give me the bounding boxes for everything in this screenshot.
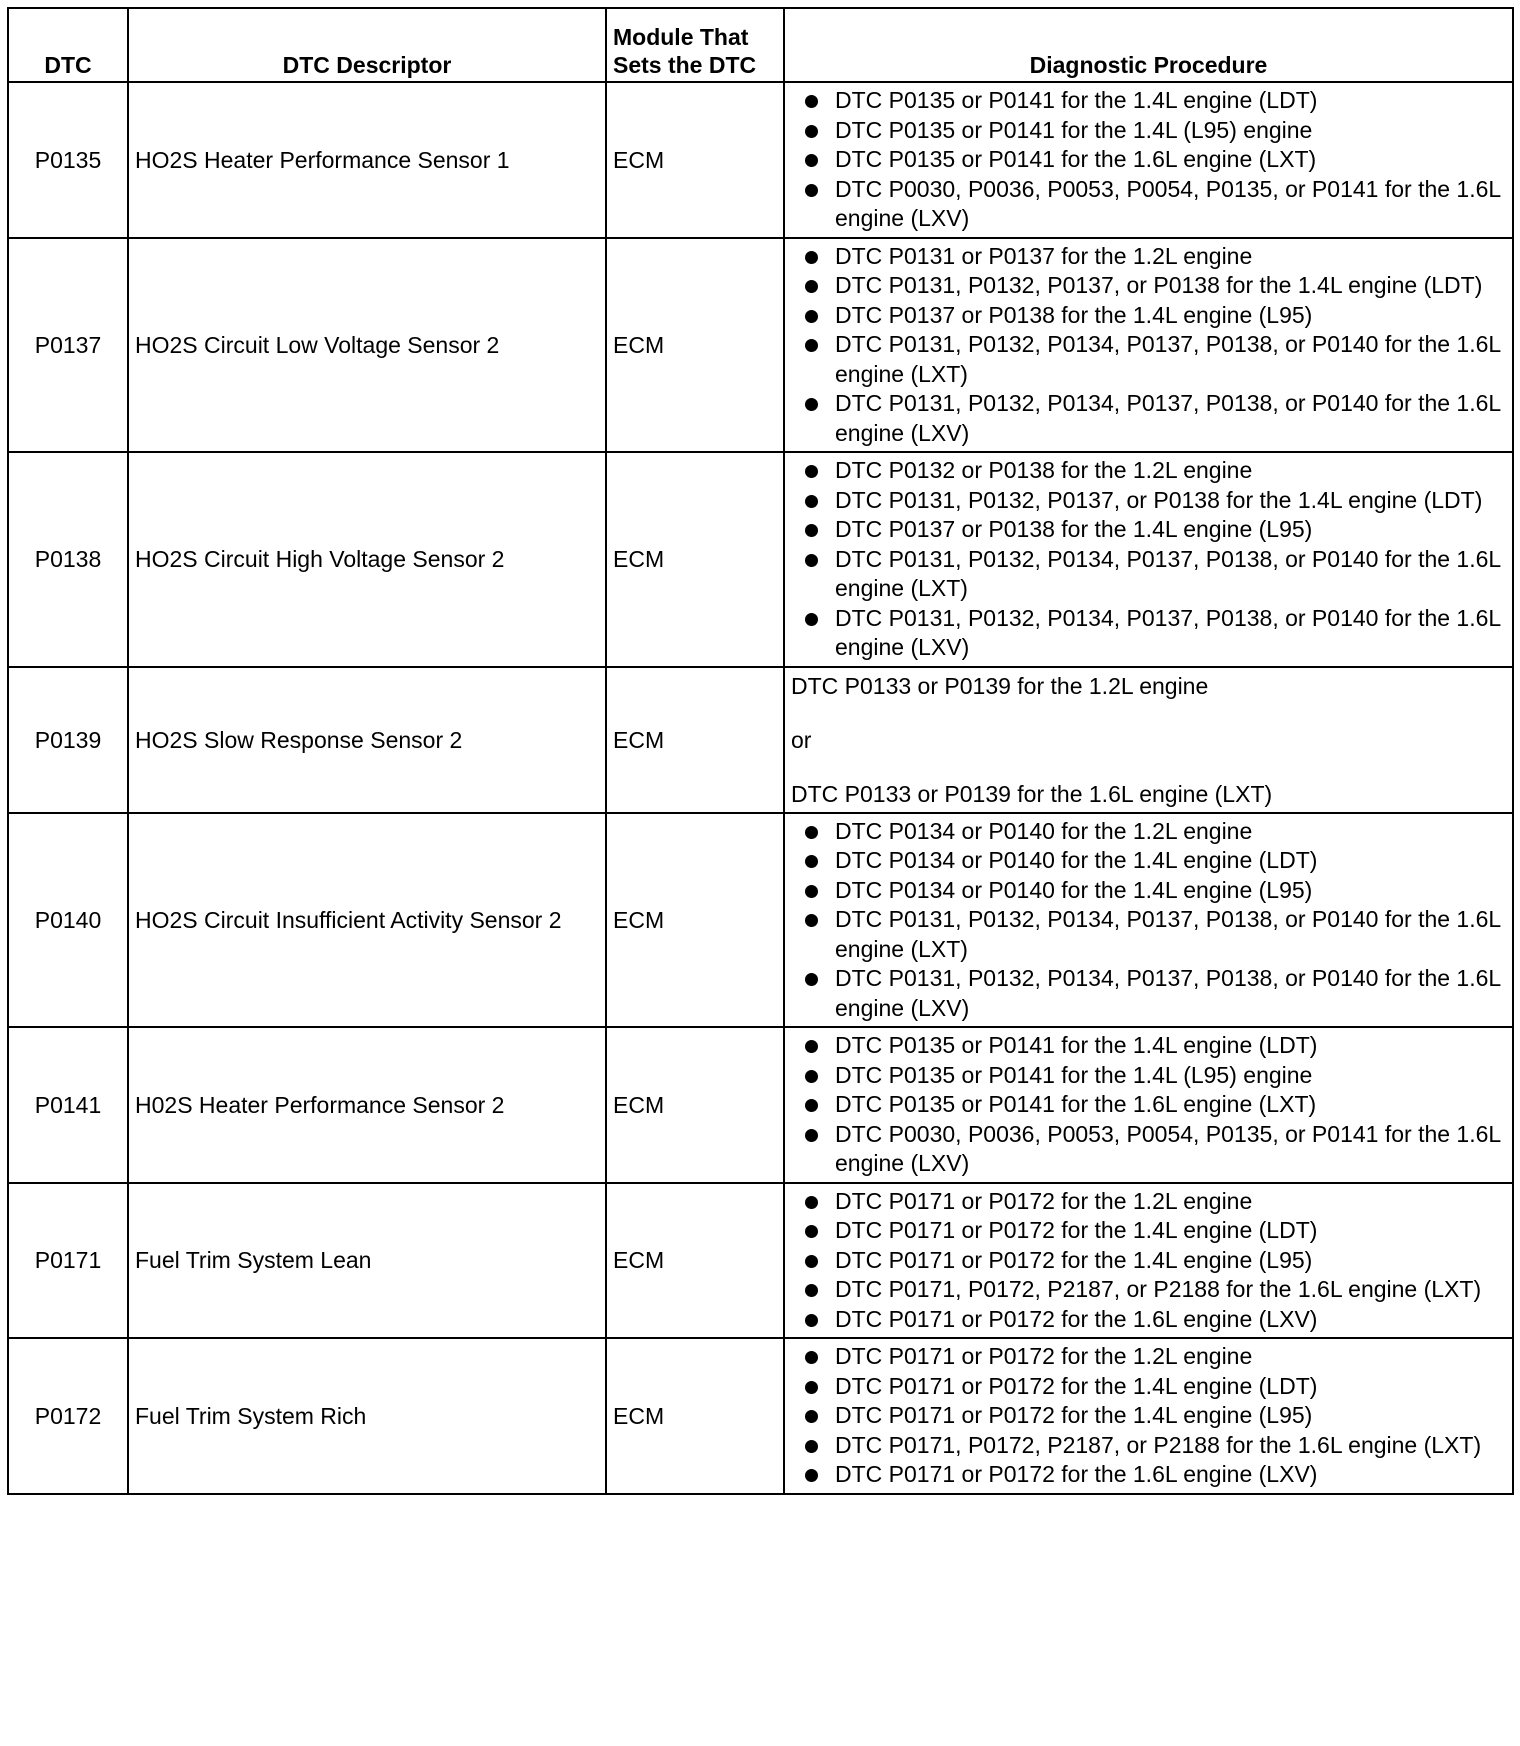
procedure-link[interactable]	[805, 1216, 1506, 1246]
procedure-text: DTC P0131 or P0137 for the 1.2L engine	[835, 242, 1253, 269]
header-procedure: Diagnostic Procedure	[784, 8, 1513, 82]
procedure-text: DTC P0131, P0132, P0134, P0137, P0138, or P0140 for the 1.6L engine (LXV)	[835, 390, 1501, 446]
bullet-icon	[805, 973, 818, 986]
bullet-icon	[805, 1284, 818, 1297]
bullet-icon	[805, 613, 818, 626]
bullet-icon	[805, 398, 818, 411]
procedure-link[interactable]	[805, 116, 1506, 146]
module-name: ECM	[606, 1338, 784, 1494]
bullet-icon	[805, 95, 818, 108]
table-row	[8, 452, 1513, 667]
procedure-text: DTC P0135 or P0141 for the 1.4L (L95) engine	[835, 116, 1313, 143]
dtc-descriptor: HO2S Circuit Low Voltage Sensor 2	[128, 238, 606, 453]
procedure-link[interactable]	[805, 1031, 1506, 1061]
procedure-link[interactable]	[805, 271, 1506, 301]
bullet-icon	[805, 1410, 818, 1423]
procedure-link[interactable]	[805, 242, 1506, 272]
bullet-icon	[805, 855, 818, 868]
procedure-link[interactable]	[805, 964, 1506, 1023]
module-name: ECM	[606, 1027, 784, 1183]
procedure-text: DTC P0171 or P0172 for the 1.6L engine (LXV)	[835, 1305, 1318, 1332]
dtc-code: P0135	[8, 82, 128, 238]
procedure-link[interactable]	[805, 545, 1506, 604]
procedure-connector: or	[791, 726, 812, 753]
bullet-icon	[805, 495, 818, 508]
bullet-icon	[805, 125, 818, 138]
header-module: Module That Sets the DTC	[606, 8, 784, 82]
procedure-text: DTC P0171 or P0172 for the 1.4L engine (L95)	[835, 1402, 1313, 1428]
procedure-text: DTC P0131, P0132, P0134, P0137, P0138, or P0140 for the 1.6L engine (LXT)	[835, 331, 1501, 387]
procedure-list	[805, 242, 1506, 449]
procedure-link[interactable]	[805, 905, 1506, 964]
procedure-text: DTC P0030, P0036, P0053, P0054, P0135, or P0141 for the 1.6L engine (LXV)	[835, 1120, 1501, 1176]
procedure-link[interactable]	[805, 1120, 1506, 1179]
dtc-descriptor: HO2S Slow Response Sensor 2	[128, 667, 606, 813]
diagnostic-procedure-cell	[784, 813, 1513, 1028]
procedure-link[interactable]	[805, 389, 1506, 448]
dtc-code: P0137	[8, 238, 128, 453]
header-row	[8, 8, 1513, 82]
header-dtc: DTC	[8, 8, 128, 82]
bullet-icon	[805, 1099, 818, 1112]
dtc-table	[7, 7, 1514, 1495]
procedure-link[interactable]	[805, 1401, 1506, 1431]
procedure-link[interactable]	[805, 330, 1506, 389]
procedure-link[interactable]	[805, 1275, 1506, 1305]
procedure-text: DTC P0137 or P0138 for the 1.4L engine (L95)	[835, 516, 1313, 542]
procedure-text: DTC P0171 or P0172 for the 1.4L engine (LDT)	[835, 1372, 1318, 1399]
procedure-link[interactable]	[805, 515, 1506, 545]
dtc-code: P0171	[8, 1183, 128, 1339]
dtc-code: P0141	[8, 1027, 128, 1183]
dtc-code: P0139	[8, 667, 128, 813]
procedure-text: DTC P0135 or P0141 for the 1.4L engine (LDT)	[835, 87, 1318, 113]
procedure-text: DTC P0171 or P0172 for the 1.4L engine (L95)	[835, 1246, 1313, 1273]
procedure-text: DTC P0132 or P0138 for the 1.2L engine	[835, 457, 1253, 483]
bullet-icon	[805, 554, 818, 567]
bullet-icon	[805, 1469, 818, 1482]
bullet-icon	[805, 914, 818, 927]
bullet-icon	[805, 339, 818, 352]
bullet-icon	[805, 1314, 818, 1327]
procedure-link[interactable]	[805, 1187, 1506, 1217]
dtc-code: P0140	[8, 813, 128, 1028]
procedure-link[interactable]	[805, 1460, 1506, 1490]
bullet-icon	[805, 184, 818, 197]
procedure-list	[805, 456, 1506, 663]
dtc-descriptor: HO2S Heater Performance Sensor 1	[128, 82, 606, 238]
module-name: ECM	[606, 238, 784, 453]
procedure-link[interactable]	[805, 1246, 1506, 1276]
table-body	[8, 82, 1513, 1494]
table-row	[8, 667, 1513, 813]
procedure-list	[805, 817, 1506, 1024]
diagnostic-procedure-cell	[784, 1027, 1513, 1183]
bullet-icon	[805, 1381, 818, 1394]
dtc-descriptor: HO2S Circuit High Voltage Sensor 2	[128, 452, 606, 667]
procedure-text: DTC P0131, P0132, P0137, or P0138 for the 1.4L engine (LDT)	[835, 272, 1483, 298]
plain-procedure	[791, 671, 1506, 809]
procedure-link[interactable]: DTC P0133 or P0139 for the 1.6L engine (LXT)	[791, 780, 1273, 807]
bullet-icon	[805, 280, 818, 293]
procedure-list	[805, 1187, 1506, 1335]
diagnostic-procedure-cell	[784, 82, 1513, 238]
bullet-icon	[805, 826, 818, 839]
bullet-icon	[805, 310, 818, 323]
procedure-text: DTC P0171 or P0172 for the 1.4L engine (LDT)	[835, 1217, 1318, 1243]
procedure-link[interactable]	[805, 486, 1506, 516]
procedure-link[interactable]	[805, 1342, 1506, 1372]
procedure-text: DTC P0171 or P0172 for the 1.2L engine	[835, 1343, 1253, 1369]
bullet-icon	[805, 1351, 818, 1364]
procedure-text: DTC P0135 or P0141 for the 1.6L engine (LXT)	[835, 1091, 1317, 1117]
dtc-code: P0172	[8, 1338, 128, 1494]
dtc-descriptor: HO2S Circuit Insufficient Activity Sensor 2	[128, 813, 606, 1028]
bullet-icon	[805, 1255, 818, 1268]
table-row	[8, 1338, 1513, 1494]
table-row	[8, 813, 1513, 1028]
procedure-text: DTC P0137 or P0138 for the 1.4L engine (L95)	[835, 301, 1313, 328]
procedure-text: DTC P0131, P0132, P0137, or P0138 for the 1.4L engine (LDT)	[835, 486, 1483, 513]
procedure-link[interactable]	[805, 1090, 1506, 1120]
dtc-descriptor: H02S Heater Performance Sensor 2	[128, 1027, 606, 1183]
module-name: ECM	[606, 813, 784, 1028]
table-row	[8, 82, 1513, 238]
diagnostic-procedure-cell	[784, 238, 1513, 453]
diagnostic-procedure-cell	[784, 1338, 1513, 1494]
bullet-icon	[805, 1440, 818, 1453]
procedure-link[interactable]	[805, 86, 1506, 116]
procedure-link[interactable]	[805, 175, 1506, 234]
procedure-link[interactable]	[805, 817, 1506, 847]
dtc-descriptor: Fuel Trim System Rich	[128, 1338, 606, 1494]
procedure-link[interactable]	[805, 1305, 1506, 1335]
bullet-icon	[805, 1040, 818, 1053]
procedure-text: DTC P0171, P0172, P2187, or P2188 for the 1.6L engine (LXT)	[835, 1276, 1482, 1302]
procedure-link[interactable]	[805, 604, 1506, 663]
procedure-text: DTC P0131, P0132, P0134, P0137, P0138, or P0140 for the 1.6L engine (LXV)	[835, 604, 1501, 660]
procedure-link[interactable]	[805, 145, 1506, 175]
procedure-link[interactable]	[805, 1431, 1506, 1461]
diagnostic-procedure-cell	[784, 667, 1513, 813]
procedure-text: DTC P0134 or P0140 for the 1.2L engine	[835, 817, 1253, 844]
procedure-text: DTC P0134 or P0140 for the 1.4L engine (L95)	[835, 876, 1313, 903]
table-row	[8, 238, 1513, 453]
dtc-descriptor: Fuel Trim System Lean	[128, 1183, 606, 1339]
bullet-icon	[805, 465, 818, 478]
bullet-icon	[805, 1196, 818, 1209]
table-row	[8, 1183, 1513, 1339]
table-row	[8, 1027, 1513, 1183]
diagnostic-procedure-cell	[784, 1183, 1513, 1339]
procedure-text: DTC P0131, P0132, P0134, P0137, P0138, or P0140 for the 1.6L engine (LXT)	[835, 906, 1501, 962]
module-name: ECM	[606, 82, 784, 238]
procedure-link[interactable]	[805, 301, 1506, 331]
procedure-text: DTC P0171 or P0172 for the 1.2L engine	[835, 1187, 1253, 1214]
procedure-text: DTC P0171 or P0172 for the 1.6L engine (LXV)	[835, 1461, 1318, 1487]
procedure-link[interactable]	[805, 876, 1506, 906]
procedure-text: DTC P0030, P0036, P0053, P0054, P0135, or P0141 for the 1.6L engine (LXV)	[835, 175, 1501, 231]
module-name: ECM	[606, 452, 784, 667]
procedure-list	[805, 86, 1506, 234]
procedure-link[interactable]: DTC P0133 or P0139 for the 1.2L engine	[791, 672, 1209, 699]
procedure-text: DTC P0171, P0172, P2187, or P2188 for the 1.6L engine (LXT)	[835, 1431, 1482, 1458]
diagnostic-procedure-cell	[784, 452, 1513, 667]
procedure-list	[805, 1031, 1506, 1179]
bullet-icon	[805, 524, 818, 537]
procedure-link[interactable]	[805, 1061, 1506, 1091]
procedure-list	[805, 1342, 1506, 1490]
procedure-text: DTC P0134 or P0140 for the 1.4L engine (LDT)	[835, 847, 1318, 873]
procedure-text: DTC P0131, P0132, P0134, P0137, P0138, or P0140 for the 1.6L engine (LXT)	[835, 545, 1501, 601]
procedure-text: DTC P0131, P0132, P0134, P0137, P0138, or P0140 for the 1.6L engine (LXV)	[835, 965, 1501, 1021]
bullet-icon	[805, 1070, 818, 1083]
header-descriptor: DTC Descriptor	[128, 8, 606, 82]
bullet-icon	[805, 154, 818, 167]
procedure-text: DTC P0135 or P0141 for the 1.4L engine (LDT)	[835, 1032, 1318, 1058]
bullet-icon	[805, 885, 818, 898]
bullet-icon	[805, 1225, 818, 1238]
module-name: ECM	[606, 1183, 784, 1339]
procedure-text: DTC P0135 or P0141 for the 1.6L engine (LXT)	[835, 146, 1317, 172]
procedure-text: DTC P0135 or P0141 for the 1.4L (L95) engine	[835, 1061, 1313, 1088]
procedure-link[interactable]	[805, 1372, 1506, 1402]
module-name: ECM	[606, 667, 784, 813]
procedure-link[interactable]	[805, 846, 1506, 876]
bullet-icon	[805, 251, 818, 264]
procedure-link[interactable]	[805, 456, 1506, 486]
bullet-icon	[805, 1129, 818, 1142]
dtc-code: P0138	[8, 452, 128, 667]
